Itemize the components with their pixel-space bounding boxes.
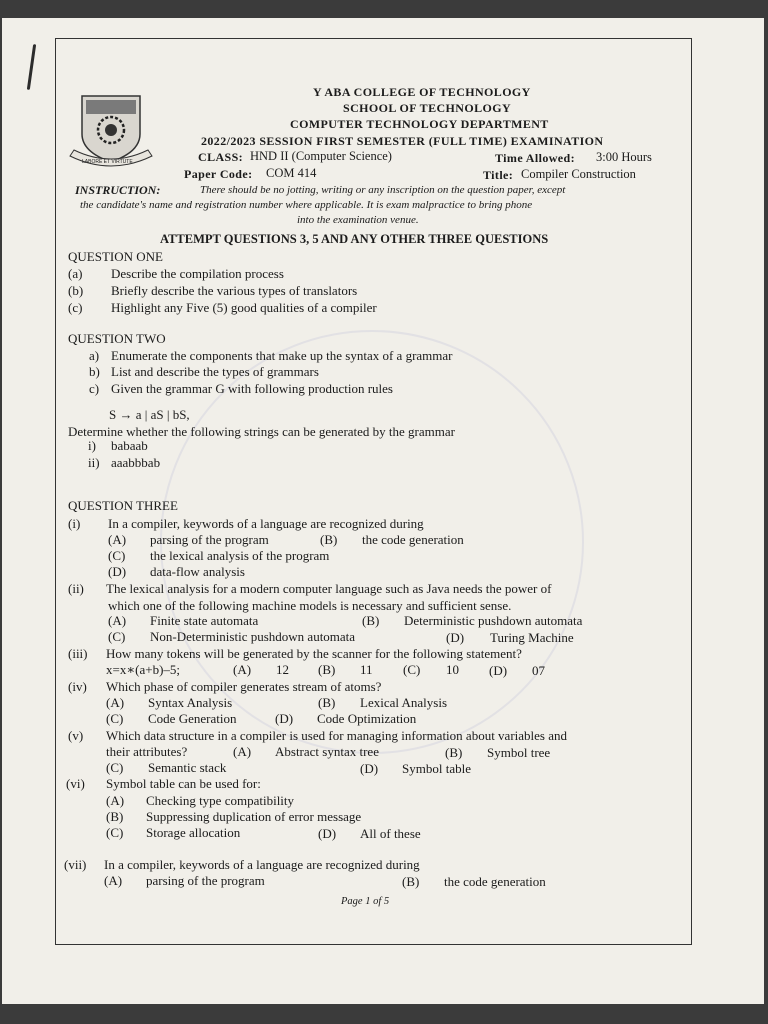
option-text: the code generation xyxy=(362,532,464,547)
q3-vi-stem: Symbol table can be used for: xyxy=(106,776,261,791)
question-three-title: QUESTION THREE xyxy=(68,498,178,513)
string-label: i) xyxy=(88,438,96,453)
option-text: All of these xyxy=(360,826,421,841)
logo-motto: LABORE ET VIRTUTE xyxy=(82,159,133,165)
option-label: (C) xyxy=(108,548,126,563)
determine-text: Determine whether the following strings can be generated by the grammar xyxy=(68,424,455,439)
option-label: (B) xyxy=(318,662,336,677)
instruction-line1: There should be no jotting, writing or any inscription on the question paper, except xyxy=(200,184,566,196)
class-label: CLASS: xyxy=(198,150,244,164)
option-text: Code Generation xyxy=(148,711,237,726)
q2-item-text: Given the grammar G with following production rules xyxy=(111,381,393,396)
option-text: the code generation xyxy=(444,874,546,889)
option-text: Symbol tree xyxy=(487,745,551,760)
option-label: (B) xyxy=(318,695,336,710)
option-label: (A) xyxy=(108,532,127,547)
option-text: Checking type compatibility xyxy=(146,793,295,808)
string-text: aaabbbab xyxy=(111,455,161,470)
q3-iii-stem: How many tokens will be generated by the scanner for the following statement? xyxy=(106,646,522,661)
q1-item-label: (c) xyxy=(68,300,83,315)
option-label: (D) xyxy=(108,564,127,579)
title-label: Title: xyxy=(483,168,514,182)
option-label: (A) xyxy=(233,744,252,759)
q1-item-text: Highlight any Five (5) good qualities of a compiler xyxy=(111,300,377,315)
time-value: 3:00 Hours xyxy=(596,150,652,164)
string-label: ii) xyxy=(88,455,100,470)
q3-vii-stem: In a compiler, keywords of a language are recognized during xyxy=(104,857,420,872)
option-text: 12 xyxy=(276,662,289,677)
option-label: (D) xyxy=(275,711,294,726)
question-one-title: QUESTION ONE xyxy=(68,249,163,264)
option-text: Turing Machine xyxy=(490,630,574,645)
school-name: SCHOOL OF TECHNOLOGY xyxy=(343,101,512,115)
paper-code-value: COM 414 xyxy=(266,166,317,180)
option-text: Finite state automata xyxy=(150,613,259,628)
department-name: COMPUTER TECHNOLOGY DEPARTMENT xyxy=(290,117,549,131)
q3-ii-stem: The lexical analysis for a modern computer language such as Java needs the power of xyxy=(106,581,552,596)
option-label: (A) xyxy=(233,662,252,677)
q3-v-stem: their attributes? xyxy=(106,744,188,759)
instruction-line2: the candidate's name and registration number where applicable. It is exam malpractice to bring phone xyxy=(80,199,533,211)
option-label: (D) xyxy=(446,630,465,645)
option-text: Deterministic pushdown automata xyxy=(404,613,583,628)
option-text: 10 xyxy=(446,662,459,677)
option-label: (B) xyxy=(106,809,124,824)
attempt-instruction: ATTEMPT QUESTIONS 3, 5 AND ANY OTHER THREE QUESTIONS xyxy=(160,232,549,246)
option-label: (A) xyxy=(104,873,123,888)
question-two-title: QUESTION TWO xyxy=(68,331,166,346)
grammar-rule: S → a | aS | bS, xyxy=(109,407,190,422)
option-text: Semantic stack xyxy=(148,760,227,775)
option-text: Abstract syntax tree xyxy=(275,744,379,759)
class-value: HND II (Computer Science) xyxy=(250,149,392,163)
option-text: Non-Deterministic pushdown automata xyxy=(150,629,356,644)
option-label: (C) xyxy=(403,662,421,677)
option-label: (C) xyxy=(108,629,126,644)
option-text: Suppressing duplication of error message xyxy=(146,809,362,824)
q3-vii-label: (vii) xyxy=(64,857,87,872)
option-label: (D) xyxy=(360,761,379,776)
option-text: parsing of the program xyxy=(146,873,265,888)
q1-item-label: (b) xyxy=(68,283,84,298)
q3-i-label: (i) xyxy=(68,516,81,531)
option-label: (B) xyxy=(402,874,420,889)
option-text: Syntax Analysis xyxy=(148,695,233,710)
option-label: (A) xyxy=(106,695,125,710)
instruction-label: INSTRUCTION: xyxy=(75,183,161,197)
option-text: 07 xyxy=(532,663,545,678)
option-label: (C) xyxy=(106,760,124,775)
page-number: Page 1 of 5 xyxy=(341,896,390,907)
paper-code-label: Paper Code: xyxy=(184,167,253,181)
q3-iii-label: (iii) xyxy=(68,646,88,661)
option-label: (C) xyxy=(106,825,124,840)
q2-item-label: c) xyxy=(89,381,100,396)
option-label: (B) xyxy=(320,532,338,547)
q1-item-label: (a) xyxy=(68,266,83,281)
option-label: (D) xyxy=(489,663,508,678)
q2-item-text: Enumerate the components that make up the syntax of a grammar xyxy=(111,348,453,363)
time-label: Time Allowed: xyxy=(495,151,575,165)
instruction-line3: into the examination venue. xyxy=(297,214,419,226)
q3-iv-label: (iv) xyxy=(68,679,87,694)
option-text: parsing of the program xyxy=(150,532,269,547)
q2-item-label: a) xyxy=(89,348,100,363)
q2-item-text: List and describe the types of grammars xyxy=(111,364,319,379)
option-text: Code Optimization xyxy=(317,711,417,726)
option-text: data-flow analysis xyxy=(150,564,245,579)
college-name: Y ABA COLLEGE OF TECHNOLOGY xyxy=(313,85,531,99)
option-label: (C) xyxy=(106,711,124,726)
q3-iv-stem: Which phase of compiler generates stream of atoms? xyxy=(106,679,382,694)
option-label: (A) xyxy=(106,793,125,808)
option-text: 11 xyxy=(360,662,373,677)
option-label: (A) xyxy=(108,613,127,628)
option-text: Symbol table xyxy=(402,761,471,776)
option-text: Storage allocation xyxy=(146,825,241,840)
q2-item-label: b) xyxy=(89,364,100,379)
option-text: Lexical Analysis xyxy=(360,695,448,710)
q1-item-text: Briefly describe the various types of translators xyxy=(111,283,358,298)
q3-v-label: (v) xyxy=(68,728,84,743)
title-value: Compiler Construction xyxy=(521,167,636,181)
q3-vi-label: (vi) xyxy=(66,776,85,791)
q3-ii-stem: which one of the following machine models is necessary and sufficient sense. xyxy=(108,598,512,613)
q3-iii-expression: x=x∗(a+b)–5; xyxy=(106,662,181,677)
option-label: (B) xyxy=(362,613,380,628)
q3-v-stem: Which data structure in a compiler is used for managing information about variables and xyxy=(106,728,567,743)
option-label: (B) xyxy=(445,745,463,760)
option-text: the lexical analysis of the program xyxy=(150,548,330,563)
q3-ii-label: (ii) xyxy=(68,581,84,596)
q1-item-text: Describe the compilation process xyxy=(111,266,284,281)
session-title: 2022/2023 SESSION FIRST SEMESTER (FULL TIME) EXAMINATION xyxy=(201,134,604,148)
option-label: (D) xyxy=(318,826,337,841)
q3-i-stem: In a compiler, keywords of a language are recognized during xyxy=(108,516,424,531)
string-text: babaab xyxy=(111,438,148,453)
